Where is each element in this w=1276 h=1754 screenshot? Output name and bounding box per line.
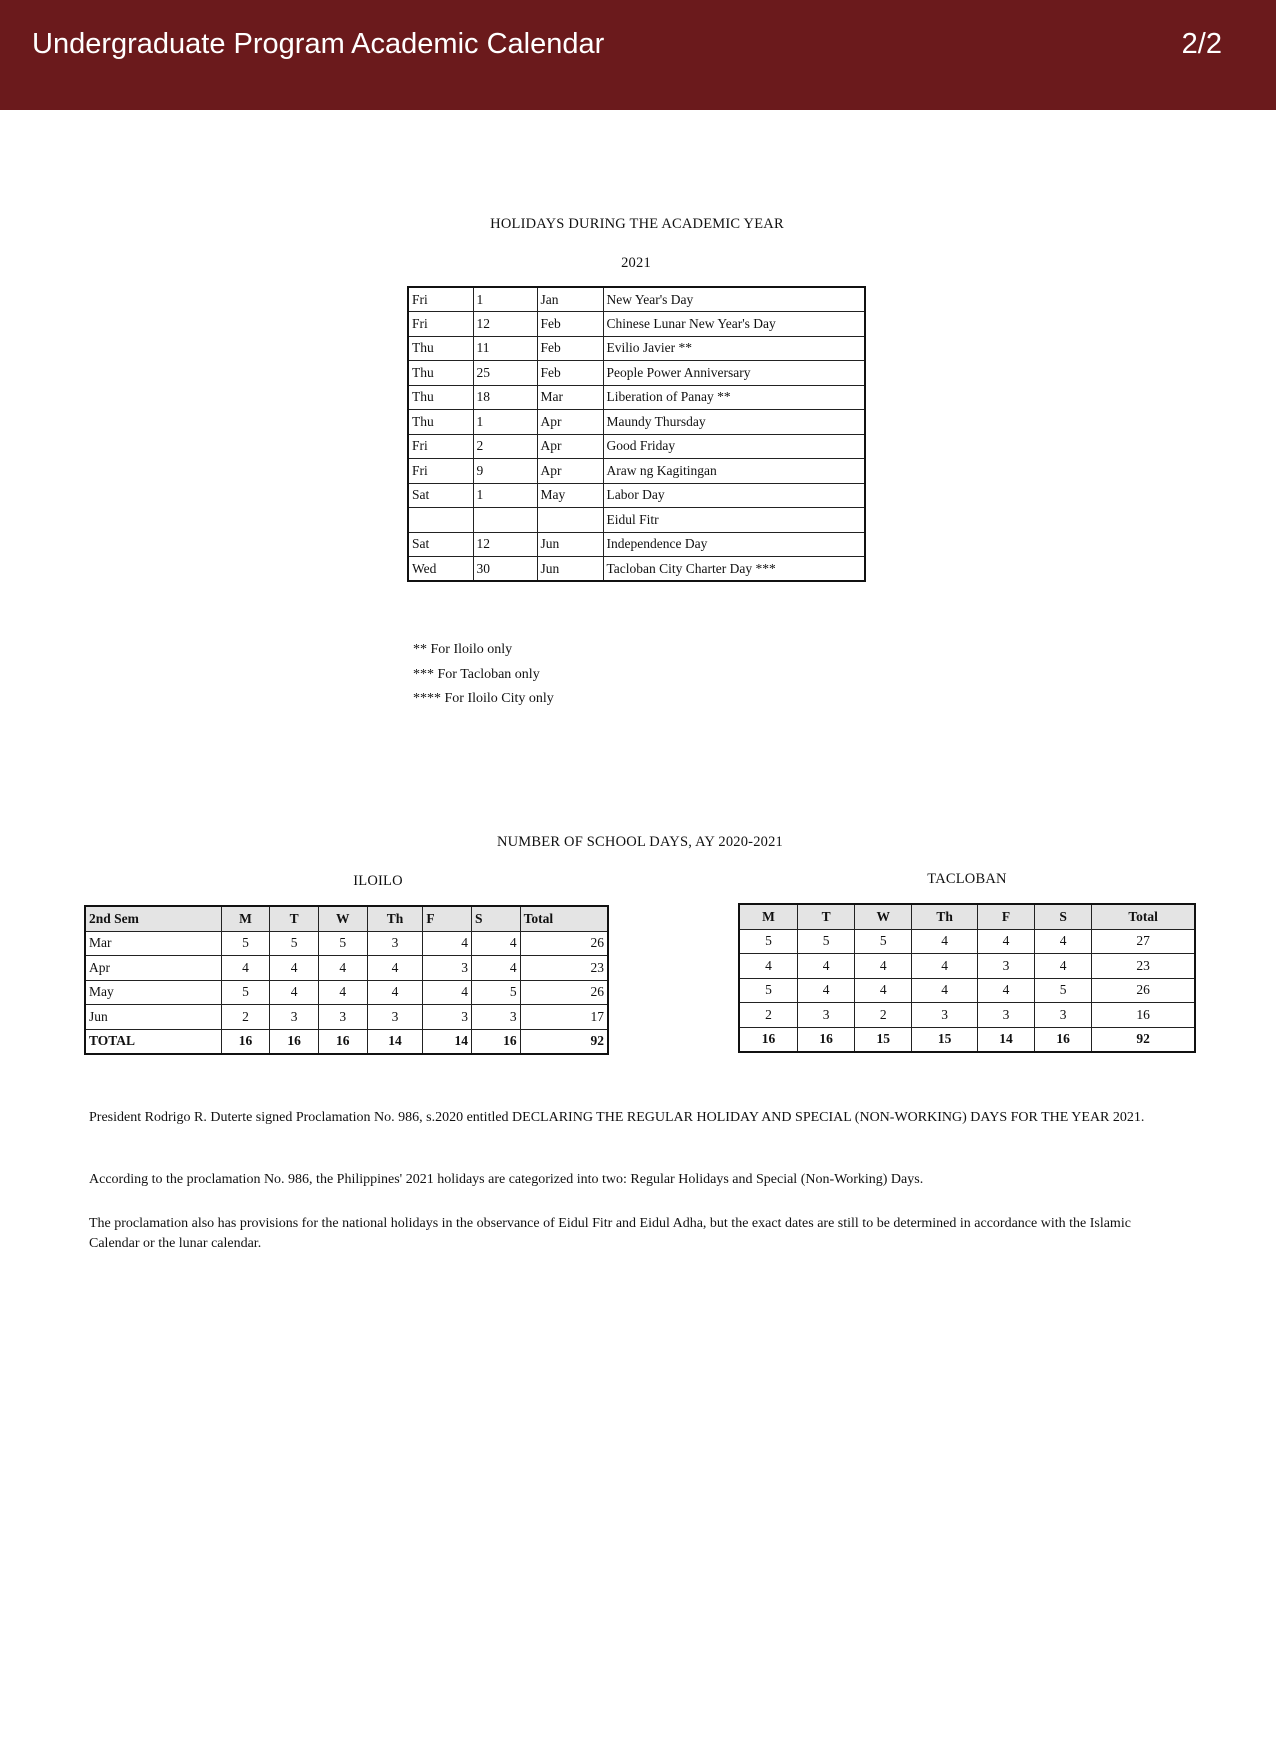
column-header: Total: [520, 906, 608, 931]
holiday-name: People Power Anniversary: [603, 361, 865, 386]
value-cell: 5: [739, 929, 798, 954]
holiday-month: Apr: [537, 459, 603, 484]
value-cell: 4: [798, 954, 855, 979]
holiday-notes: [413, 638, 554, 712]
value-cell: 26: [520, 931, 608, 956]
holiday-day: Wed: [408, 557, 473, 582]
value-cell: 3: [1035, 1003, 1092, 1028]
table-row: [739, 978, 1195, 1003]
value-cell: 4: [977, 929, 1034, 954]
holiday-month: Mar: [537, 385, 603, 410]
column-header: T: [798, 904, 855, 929]
total-cell: 14: [423, 1029, 472, 1054]
table-row: [408, 410, 865, 435]
value-cell: 4: [367, 956, 423, 981]
school-days-heading: NUMBER OF SCHOOL DAYS, AY 2020-2021: [496, 834, 784, 850]
holiday-name: Araw ng Kagitingan: [603, 459, 865, 484]
value-cell: 5: [472, 980, 521, 1005]
value-cell: 4: [1035, 954, 1092, 979]
holiday-date: 18: [473, 385, 537, 410]
table-row: [85, 931, 608, 956]
table-row: [408, 557, 865, 582]
holiday-month: Jan: [537, 287, 603, 312]
holiday-date: 12: [473, 312, 537, 337]
column-header: Th: [912, 904, 978, 929]
value-cell: 3: [977, 954, 1034, 979]
holiday-date: 9: [473, 459, 537, 484]
holiday-day: Thu: [408, 336, 473, 361]
total-cell: 92: [520, 1029, 608, 1054]
column-header: Th: [367, 906, 423, 931]
value-cell: 4: [798, 978, 855, 1003]
value-cell: 3: [912, 1003, 978, 1028]
holiday-day: Sat: [408, 483, 473, 508]
value-cell: 17: [520, 1005, 608, 1030]
value-cell: 3: [472, 1005, 521, 1030]
table-row: [408, 434, 865, 459]
holiday-month: Apr: [537, 410, 603, 435]
value-cell: 4: [912, 929, 978, 954]
value-cell: 5: [798, 929, 855, 954]
holiday-date: 12: [473, 532, 537, 557]
value-cell: 5: [221, 980, 270, 1005]
holiday-date: 30: [473, 557, 537, 582]
holiday-month: Jun: [537, 557, 603, 582]
holiday-month: [537, 508, 603, 533]
table-row: [408, 483, 865, 508]
holiday-month: Jun: [537, 532, 603, 557]
holiday-day: Thu: [408, 410, 473, 435]
value-cell: 2: [739, 1003, 798, 1028]
tacloban-label: TACLOBAN: [927, 871, 1007, 887]
value-cell: 4: [472, 931, 521, 956]
column-header: S: [1035, 904, 1092, 929]
value-cell: 3: [270, 1005, 319, 1030]
holiday-date: 1: [473, 287, 537, 312]
column-header: Total: [1092, 904, 1195, 929]
value-cell: 3: [423, 1005, 472, 1030]
holiday-name: Independence Day: [603, 532, 865, 557]
note-iloilo: ** For Iloilo only: [413, 642, 513, 657]
table-row: [85, 1005, 608, 1030]
value-cell: 3: [367, 931, 423, 956]
holidays-year: 2021: [621, 255, 651, 271]
value-cell: 27: [1092, 929, 1195, 954]
holiday-date: 1: [473, 410, 537, 435]
value-cell: 4: [855, 978, 912, 1003]
iloilo-school-days-table: [84, 905, 609, 1055]
value-cell: 3: [423, 956, 472, 981]
month-cell: May: [85, 980, 221, 1005]
table-row: [408, 508, 865, 533]
column-header: W: [318, 906, 367, 931]
month-cell: Apr: [85, 956, 221, 981]
total-cell: 16: [1035, 1027, 1092, 1052]
table-row: [408, 336, 865, 361]
total-cell: 16: [270, 1029, 319, 1054]
note-tacloban: *** For Tacloban only: [413, 666, 540, 682]
table-row: [408, 312, 865, 337]
value-cell: 4: [367, 980, 423, 1005]
holidays-table: [407, 286, 866, 582]
holiday-day: Fri: [408, 287, 473, 312]
holiday-name: Good Friday: [603, 434, 865, 459]
column-header: S: [472, 906, 521, 931]
value-cell: 4: [912, 978, 978, 1003]
holiday-name: Evilio Javier **: [603, 336, 865, 361]
table-row: [408, 532, 865, 557]
column-header: 2nd Sem: [85, 906, 221, 931]
holiday-day: Fri: [408, 312, 473, 337]
value-cell: 5: [739, 978, 798, 1003]
holiday-day: Fri: [408, 459, 473, 484]
holiday-name: Labor Day: [603, 483, 865, 508]
month-cell: Mar: [85, 931, 221, 956]
value-cell: 3: [318, 1005, 367, 1030]
value-cell: 4: [270, 956, 319, 981]
holiday-name: Tacloban City Charter Day ***: [603, 557, 865, 582]
value-cell: 4: [423, 931, 472, 956]
value-cell: 2: [221, 1005, 270, 1030]
value-cell: 4: [318, 956, 367, 981]
table-row: [739, 954, 1195, 979]
table-row: [739, 929, 1195, 954]
value-cell: 2: [855, 1003, 912, 1028]
holiday-date: 25: [473, 361, 537, 386]
holiday-month: Feb: [537, 336, 603, 361]
value-cell: 5: [1035, 978, 1092, 1003]
total-row: [739, 1027, 1195, 1052]
table-row: [408, 287, 865, 312]
value-cell: 4: [423, 980, 472, 1005]
total-cell: 14: [367, 1029, 423, 1054]
holiday-name: Chinese Lunar New Year's Day: [603, 312, 865, 337]
value-cell: 26: [520, 980, 608, 1005]
total-cell: 92: [1092, 1027, 1195, 1052]
value-cell: 4: [912, 954, 978, 979]
total-cell: 15: [855, 1027, 912, 1052]
column-header: F: [977, 904, 1034, 929]
column-header: F: [423, 906, 472, 931]
table-row: [408, 361, 865, 386]
holiday-month: May: [537, 483, 603, 508]
value-cell: 5: [221, 931, 270, 956]
value-cell: 4: [221, 956, 270, 981]
holiday-date: [473, 508, 537, 533]
value-cell: 23: [1092, 954, 1195, 979]
header-banner: [0, 0, 1276, 110]
value-cell: 4: [855, 954, 912, 979]
table-row: [85, 956, 608, 981]
holiday-name: New Year's Day: [603, 287, 865, 312]
value-cell: 4: [739, 954, 798, 979]
table-row: [85, 980, 608, 1005]
holiday-month: Apr: [537, 434, 603, 459]
holiday-month: Feb: [537, 361, 603, 386]
total-cell: 16: [472, 1029, 521, 1054]
value-cell: 4: [472, 956, 521, 981]
value-cell: 4: [977, 978, 1034, 1003]
holiday-day: Sat: [408, 532, 473, 557]
holiday-day: Thu: [408, 361, 473, 386]
column-header: W: [855, 904, 912, 929]
value-cell: 4: [270, 980, 319, 1005]
value-cell: 26: [1092, 978, 1195, 1003]
total-cell: 15: [912, 1027, 978, 1052]
categories-paragraph: According to the proclamation No. 986, the Philippines' 2021 holidays are categorized into two: Regular Holidays and Special (Non-Working) Days.: [89, 1172, 924, 1187]
holidays-heading: HOLIDAYS DURING THE ACADEMIC YEAR: [490, 216, 784, 232]
total-row: [85, 1029, 608, 1054]
value-cell: 4: [1035, 929, 1092, 954]
eid-paragraph: The proclamation also has provisions for the national holidays in the observance of Eidul Fitr and Eidul Adha, but the exact dates are still to be determined in accordance with the Islamic Calendar or the lunar calendar.: [89, 1216, 1131, 1251]
holiday-name: Liberation of Panay **: [603, 385, 865, 410]
total-cell: 14: [977, 1027, 1034, 1052]
value-cell: 4: [318, 980, 367, 1005]
total-cell: 16: [318, 1029, 367, 1054]
value-cell: 5: [270, 931, 319, 956]
holiday-month: Feb: [537, 312, 603, 337]
page-indicator: 2/2: [1181, 28, 1222, 60]
holiday-day: [408, 508, 473, 533]
table-row: [408, 385, 865, 410]
value-cell: 5: [855, 929, 912, 954]
holiday-day: Thu: [408, 385, 473, 410]
value-cell: 23: [520, 956, 608, 981]
total-label: TOTAL: [85, 1029, 221, 1054]
value-cell: 3: [977, 1003, 1034, 1028]
value-cell: 5: [318, 931, 367, 956]
table-row: [408, 459, 865, 484]
value-cell: 16: [1092, 1003, 1195, 1028]
column-header: T: [270, 906, 319, 931]
holiday-date: 2: [473, 434, 537, 459]
value-cell: 3: [798, 1003, 855, 1028]
holiday-date: 11: [473, 336, 537, 361]
table-row: [739, 1003, 1195, 1028]
column-header: M: [221, 906, 270, 931]
total-cell: 16: [221, 1029, 270, 1054]
total-cell: 16: [739, 1027, 798, 1052]
column-header: M: [739, 904, 798, 929]
value-cell: 3: [367, 1005, 423, 1030]
holiday-day: Fri: [408, 434, 473, 459]
page-title: Undergraduate Program Academic Calendar: [32, 28, 605, 60]
proclamation-paragraph: President Rodrigo R. Duterte signed Proclamation No. 986, s.2020 entitled DECLARING THE REGULAR HOLIDAY AND SPECIAL (NON-WORKING) DAYS FOR THE YEAR 2021.: [89, 1110, 1145, 1125]
holiday-name: Eidul Fitr: [603, 508, 865, 533]
holiday-name: Maundy Thursday: [603, 410, 865, 435]
tacloban-school-days-table: [738, 903, 1196, 1053]
total-cell: 16: [798, 1027, 855, 1052]
note-iloilo-city: **** For Iloilo City only: [413, 691, 554, 706]
month-cell: Jun: [85, 1005, 221, 1030]
holiday-date: 1: [473, 483, 537, 508]
iloilo-label: ILOILO: [353, 873, 403, 889]
